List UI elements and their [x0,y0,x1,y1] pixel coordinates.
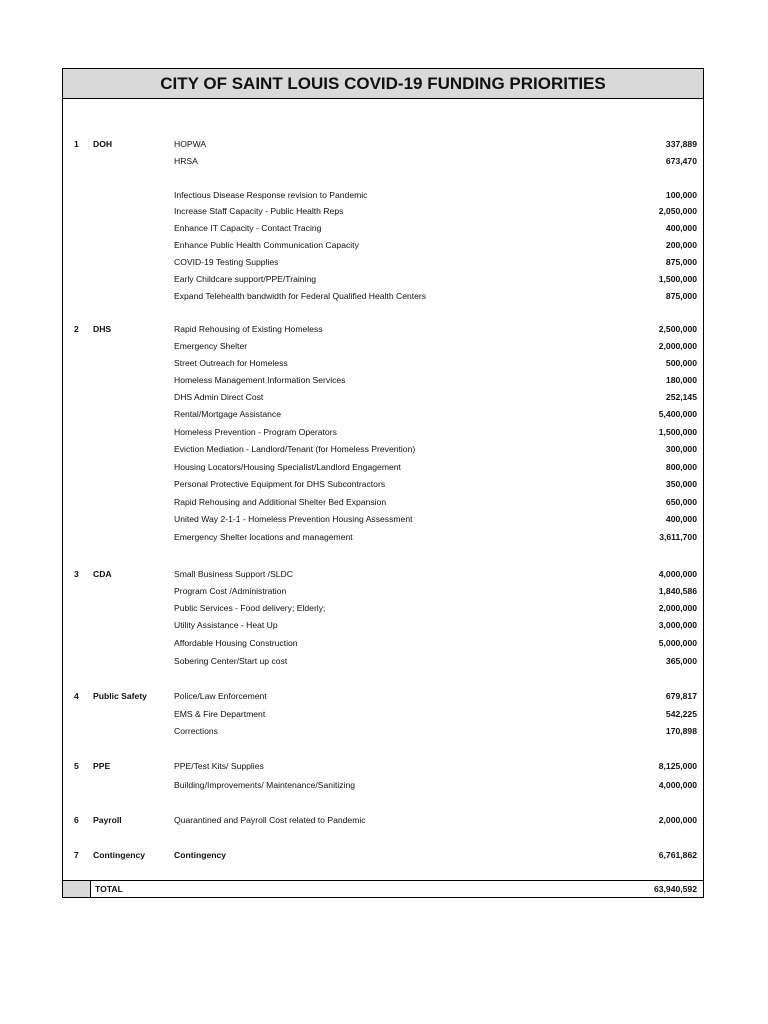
amount: 350,000 [665,479,697,489]
line-item: DHS Admin Direct Cost [174,392,264,402]
total-amount: 63,940,592 [653,884,697,894]
amount: 6,761,862 [658,850,697,860]
table-row [63,288,703,304]
line-item: Small Business Support /SLDC [174,569,293,579]
line-item: Quarantined and Payroll Cost related to Pandemic [174,815,366,825]
table-row [63,271,703,287]
line-item: Enhance Public Health Communication Capacity [174,240,359,250]
amount: 875,000 [665,257,697,267]
amount: 5,400,000 [658,409,697,419]
line-item: COVID-19 Testing Supplies [174,257,279,267]
table-row [63,777,703,793]
table-row [63,441,703,457]
table-row [63,355,703,371]
line-item: HOPWA [174,139,207,149]
amount: 542,225 [665,709,697,719]
line-item: Infectious Disease Response revision to Pandemic [174,190,368,200]
department-name: CDA [93,569,112,579]
department-name: Payroll [93,815,122,825]
table-row [63,812,703,828]
line-item: Police/Law Enforcement [174,691,267,701]
table-row [63,511,703,527]
line-item: Program Cost /Administration [174,586,287,596]
table-row [63,203,703,219]
table-row [63,187,703,203]
amount: 2,500,000 [658,324,697,334]
line-item: Expand Telehealth bandwidth for Federal Qualified Health Centers [174,291,427,301]
department-name: Contingency [93,850,146,860]
row-number: 1 [74,139,79,149]
amount: 337,889 [665,139,697,149]
row-number: 3 [74,569,79,579]
amount: 679,817 [665,691,697,701]
row-number: 7 [74,850,79,860]
line-item: United Way 2-1-1 - Homeless Prevention Housing Assessment [174,514,413,524]
line-item: Affordable Housing Construction [174,638,298,648]
line-item: Utility Assistance - Heat Up [174,620,278,630]
amount: 2,000,000 [658,603,697,613]
amount: 4,000,000 [658,569,697,579]
amount: 400,000 [665,514,697,524]
line-item: Building/Improvements/ Maintenance/Sanitizing [174,780,356,790]
line-item: Corrections [174,726,218,736]
line-item: Rental/Mortgage Assistance [174,409,282,419]
page-title: CITY OF SAINT LOUIS COVID-19 FUNDING PRIORITIES [63,69,703,99]
line-item: Public Services - Food delivery; Elderly; [174,603,326,613]
table-row [63,600,703,616]
amount: 365,000 [665,656,697,666]
row-number: 6 [74,815,79,825]
table-row [63,566,703,582]
amount: 650,000 [665,497,697,507]
total-label: TOTAL [95,884,123,894]
row-number: 5 [74,761,79,771]
line-item: Homeless Prevention - Program Operators [174,427,337,437]
line-item: PPE/Test Kits/ Supplies [174,761,264,771]
line-item: EMS & Fire Department [174,709,266,719]
amount: 200,000 [665,240,697,250]
table-row [63,758,703,774]
line-item: HRSA [174,156,198,166]
table-row [63,476,703,492]
row-number: 4 [74,691,79,701]
table-row [63,220,703,236]
line-item: Rapid Rehousing and Additional Shelter Bed Expansion [174,497,387,507]
table-row [63,688,703,704]
department-name: PPE [93,761,111,771]
table-row [63,153,703,169]
amount: 500,000 [665,358,697,368]
table-row [63,406,703,422]
line-item: Rapid Rehousing of Existing Homeless [174,324,323,334]
table-row [63,237,703,253]
line-item: Contingency [174,850,227,860]
amount: 8,125,000 [658,761,697,771]
funding-table [62,68,704,898]
table-row [63,136,703,152]
amount: 2,050,000 [658,206,697,216]
table-row [63,321,703,337]
amount: 1,500,000 [658,427,697,437]
table-row [63,706,703,722]
line-item: Personal Protective Equipment for DHS Subcontractors [174,479,386,489]
amount: 180,000 [665,375,697,385]
amount: 4,000,000 [658,780,697,790]
line-item: Increase Staff Capacity - Public Health Reps [174,206,344,216]
amount: 300,000 [665,444,697,454]
amount: 3,000,000 [658,620,697,630]
amount: 252,145 [665,392,697,402]
line-item: Street Outreach for Homeless [174,358,288,368]
amount: 170,898 [665,726,697,736]
table-row [63,494,703,510]
line-item: Enhance IT Capacity - Contact Tracing [174,223,322,233]
line-item: Sobering Center/Start up cost [174,656,288,666]
line-item: Emergency Shelter locations and management [174,532,353,542]
amount: 5,000,000 [658,638,697,648]
amount: 2,000,000 [658,815,697,825]
table-row [63,424,703,440]
table-row [63,847,703,863]
table-row [63,635,703,651]
line-item: Emergency Shelter [174,341,248,351]
table-row [63,529,703,545]
department-name: DHS [93,324,112,334]
line-item: Homeless Management Information Services [174,375,346,385]
department-name: Public Safety [93,691,147,701]
amount: 2,000,000 [658,341,697,351]
amount: 400,000 [665,223,697,233]
amount: 3,611,700 [659,532,697,542]
amount: 800,000 [665,462,697,472]
table-row [63,254,703,270]
amount: 1,500,000 [658,274,697,284]
table-row [63,338,703,354]
table-row [63,723,703,739]
table-row [63,372,703,388]
amount: 875,000 [665,291,697,301]
department-name: DOH [93,139,113,149]
table-row [63,653,703,669]
row-number: 2 [74,324,79,334]
amount: 1,840,586 [658,586,697,596]
line-item: Eviction Mediation - Landlord/Tenant (for Homeless Prevention) [174,444,416,454]
table-row [63,389,703,405]
table-row [63,583,703,599]
total-cell [90,881,703,897]
amount: 673,470 [665,156,697,166]
line-item: Early Childcare support/PPE/Training [174,274,317,284]
amount: 100,000 [665,190,697,200]
table-row [63,459,703,475]
table-row [63,617,703,633]
line-item: Housing Locators/Housing Specialist/Landlord Engagement [174,462,401,472]
total-row [63,880,703,897]
